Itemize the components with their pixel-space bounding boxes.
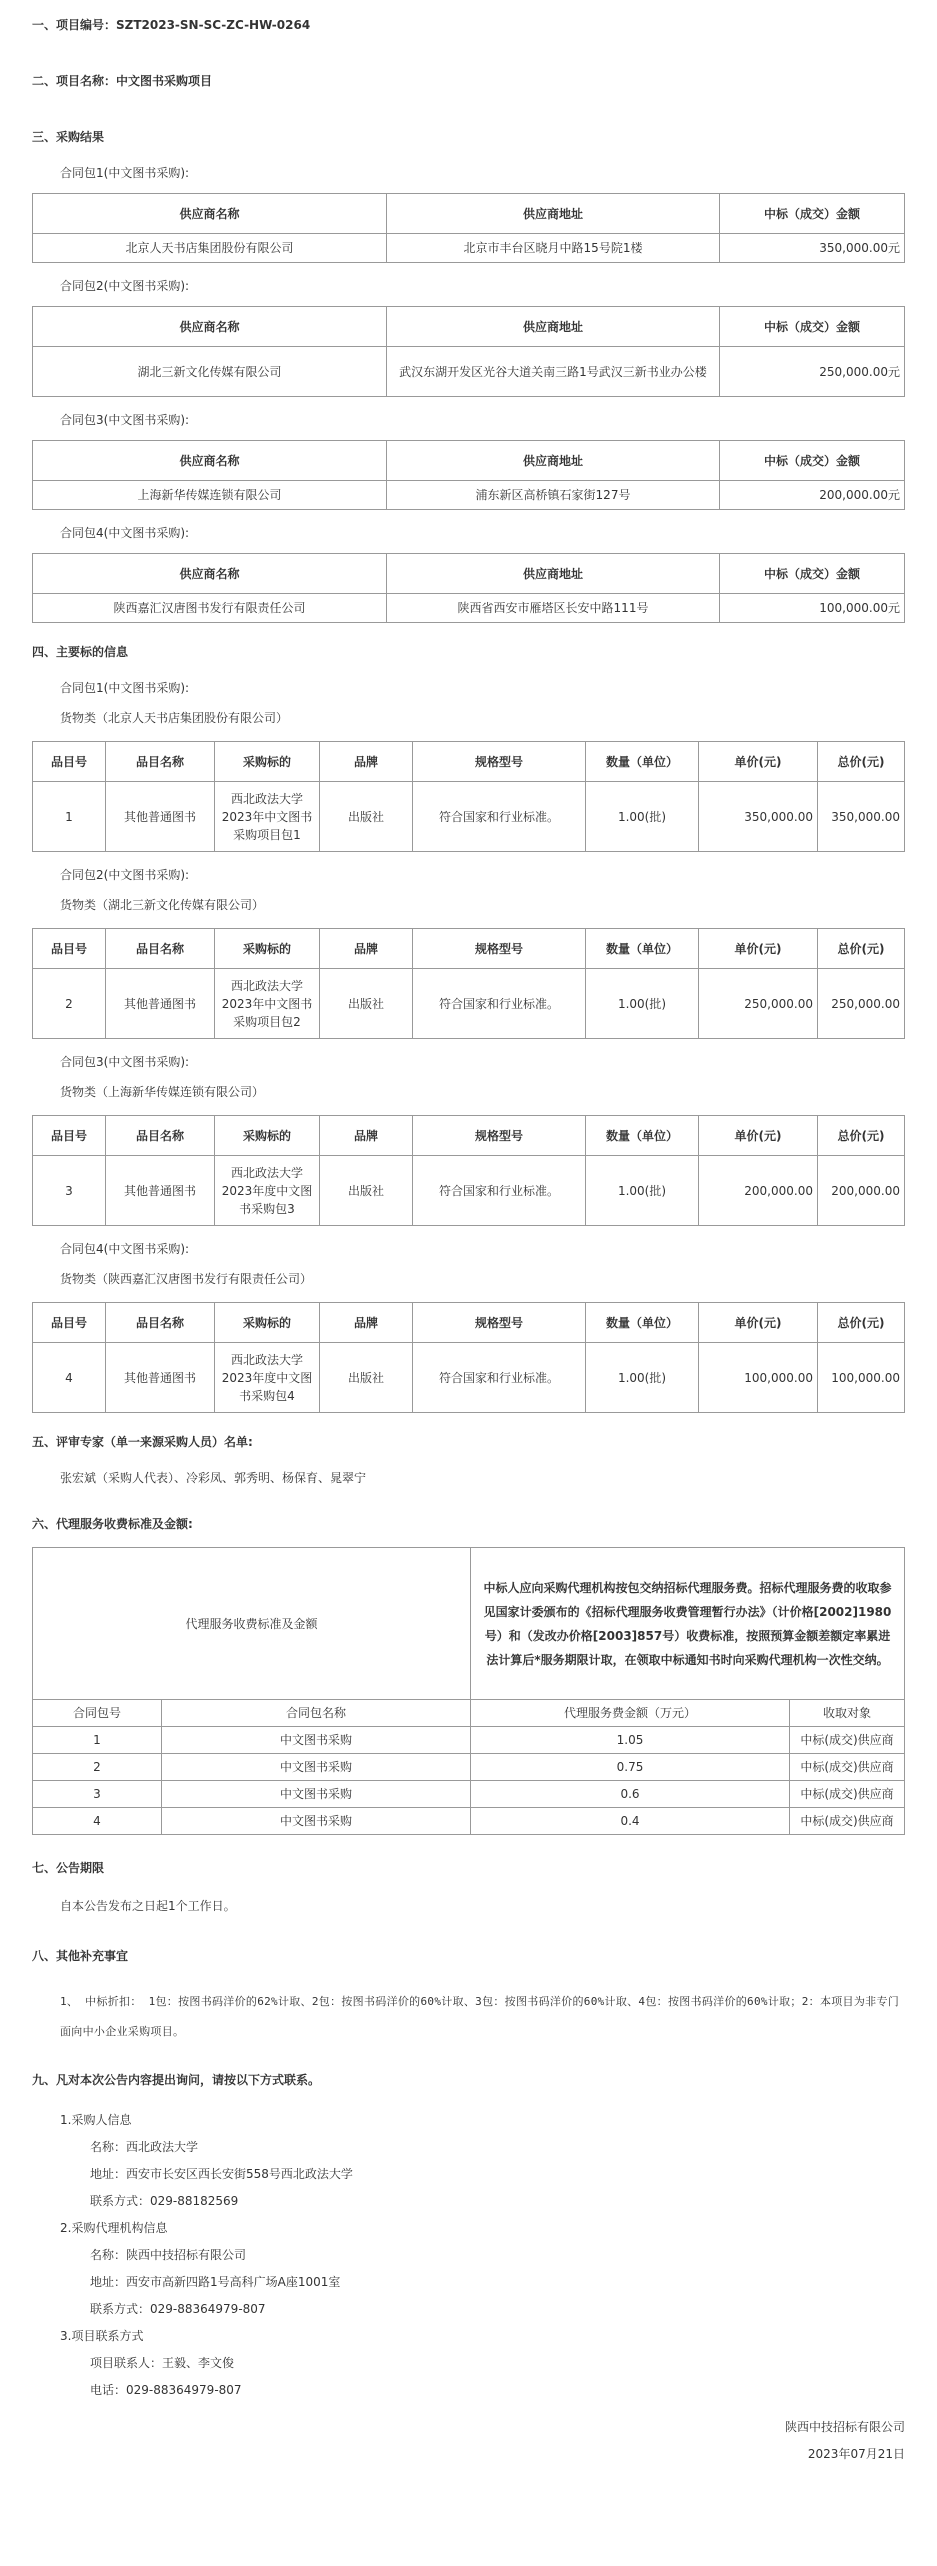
contact-block (32, 2107, 905, 2404)
fee-amount: 0.4 (471, 1808, 790, 1835)
purchaser-phone: 联系方式：029-88182569 (90, 2194, 239, 2208)
agency-address: 地址：西安市高新四路1号高科广场A座1001室 (90, 2275, 341, 2289)
fee-amount: 0.75 (471, 1754, 790, 1781)
project-contact-title: 3.项目联系方式 (60, 2329, 144, 2343)
header-item-name: 品目名称 (106, 1303, 215, 1343)
header-item-no: 品目号 (33, 929, 106, 969)
item-no: 1 (33, 782, 106, 852)
supplier-amount: 350,000.00元 (720, 234, 905, 263)
header-supplier-name: 供应商名称 (33, 554, 387, 594)
notice-period: 自本公告发布之日起1个工作日。 (60, 1899, 236, 1913)
header-item-name: 品目名称 (106, 1116, 215, 1156)
fee-target: 中标(成交)供应商 (790, 1808, 905, 1835)
item-brand: 出版社 (320, 969, 413, 1039)
purchaser-name: 名称：西北政法大学 (90, 2140, 199, 2154)
item-package-2-label: 合同包2(中文图书采购): (60, 868, 190, 882)
supplier-table-4 (32, 553, 905, 623)
item-brand: 出版社 (320, 1343, 413, 1413)
header-total: 总价(元) (818, 1303, 905, 1343)
item-no: 3 (33, 1156, 106, 1226)
header-item-target: 采购标的 (215, 1116, 320, 1156)
header-spec: 规格型号 (413, 1116, 586, 1156)
fee-package-name: 中文图书采购 (162, 1754, 471, 1781)
project-contacts: 项目联系人：王毅、李文俊 (90, 2356, 235, 2370)
item-total: 250,000.00 (818, 969, 905, 1039)
supplier-address: 北京市丰台区晓月中路15号院1楼 (387, 234, 720, 263)
header-amount: 中标（成交）金额 (720, 307, 905, 347)
item-table-3 (32, 1115, 905, 1226)
section-9-title: 九、凡对本次公告内容提出询问，请按以下方式联系。 (32, 2073, 321, 2087)
item-price: 250,000.00 (699, 969, 818, 1039)
supplier-table-2 (32, 306, 905, 397)
item-no: 2 (33, 969, 106, 1039)
header-supplier-address: 供应商地址 (387, 194, 720, 234)
item-name: 其他普通图书 (106, 1156, 215, 1226)
item-package-3-category: 货物类（上海新华传媒连锁有限公司） (60, 1085, 265, 1099)
package-1-label: 合同包1(中文图书采购): (60, 166, 190, 180)
item-table-2 (32, 928, 905, 1039)
item-package-4-category: 货物类（陕西嘉汇汉唐图书发行有限责任公司） (60, 1272, 313, 1286)
header-brand: 品牌 (320, 1116, 413, 1156)
header-qty: 数量（单位） (586, 1303, 699, 1343)
agency-name: 名称：陕西中技招标有限公司 (90, 2248, 247, 2262)
package-4-label: 合同包4(中文图书采购): (60, 526, 190, 540)
signature-date: 2023年07月21日 (807, 2447, 905, 2461)
supplier-table-3 (32, 440, 905, 510)
header-spec: 规格型号 (413, 929, 586, 969)
section-4-title: 四、主要标的信息 (32, 645, 129, 659)
item-qty: 1.00(批) (586, 782, 699, 852)
expert-list: 张宏斌（采购人代表）、冷彩凤、郭秀明、杨保育、晁翠宁 (60, 1471, 367, 1485)
header-total: 总价(元) (818, 742, 905, 782)
purchaser-title: 1.采购人信息 (60, 2113, 132, 2127)
fee-package-no: 2 (33, 1754, 162, 1781)
item-price: 350,000.00 (699, 782, 818, 852)
section-7-title: 七、公告期限 (32, 1861, 105, 1875)
fee-standard-description: 中标人应向采购代理机构按包交纳招标代理服务费。招标代理服务费的收取参见国家计委颁布的《招标代理服务收费管理暂行办法》（计价格[2002]1980号）和（发改办价格[2003]857号）收费标准，按照预算金额差额定率累进法计算后*服务期限计取，在领取中标通知书时向采购代理机构一次性交纳。 (471, 1548, 905, 1700)
item-qty: 1.00(批) (586, 1343, 699, 1413)
fee-target: 中标(成交)供应商 (790, 1781, 905, 1808)
header-fee-amount: 代理服务费金额（万元） (471, 1700, 790, 1727)
supplementary-text: 1、 中标折扣： 1包：按图书码洋价的62%计取、2包：按图书码洋价的60%计取、3包：按图书码洋价的60%计取、4包：按图书码洋价的60%计取；2：本项目为非专门面向中小企业采购项目。 (60, 1995, 900, 2038)
fee-package-name: 中文图书采购 (162, 1808, 471, 1835)
header-item-name: 品目名称 (106, 742, 215, 782)
fee-target: 中标(成交)供应商 (790, 1754, 905, 1781)
header-price: 单价(元) (699, 1303, 818, 1343)
fee-standard-label: 代理服务收费标准及金额 (33, 1548, 471, 1700)
supplier-name: 湖北三新文化传媒有限公司 (33, 347, 387, 397)
header-brand: 品牌 (320, 742, 413, 782)
supplier-name: 北京人天书店集团股份有限公司 (33, 234, 387, 263)
project-name: 二、项目名称：中文图书采购项目 (32, 74, 213, 88)
header-item-no: 品目号 (33, 742, 106, 782)
item-qty: 1.00(批) (586, 1156, 699, 1226)
item-target: 西北政法大学2023年度中文图书采购包4 (215, 1343, 320, 1413)
header-total: 总价(元) (818, 929, 905, 969)
header-brand: 品牌 (320, 929, 413, 969)
header-amount: 中标（成交）金额 (720, 194, 905, 234)
item-spec: 符合国家和行业标准。 (413, 1156, 586, 1226)
header-amount: 中标（成交）金额 (720, 441, 905, 481)
item-name: 其他普通图书 (106, 1343, 215, 1413)
item-target: 西北政法大学2023年中文图书采购项目包2 (215, 969, 320, 1039)
supplier-name: 上海新华传媒连锁有限公司 (33, 481, 387, 510)
item-spec: 符合国家和行业标准。 (413, 969, 586, 1039)
section-8-title: 八、其他补充事宜 (32, 1949, 129, 1963)
header-price: 单价(元) (699, 742, 818, 782)
header-amount: 中标（成交）金额 (720, 554, 905, 594)
fee-package-name: 中文图书采购 (162, 1727, 471, 1754)
item-package-3-label: 合同包3(中文图书采购): (60, 1055, 190, 1069)
item-brand: 出版社 (320, 1156, 413, 1226)
fee-amount: 1.05 (471, 1727, 790, 1754)
header-supplier-address: 供应商地址 (387, 307, 720, 347)
header-item-name: 品目名称 (106, 929, 215, 969)
fee-package-name: 中文图书采购 (162, 1781, 471, 1808)
header-qty: 数量（单位） (586, 1116, 699, 1156)
package-2-label: 合同包2(中文图书采购): (60, 279, 190, 293)
signature-org: 陕西中技招标有限公司 (784, 2420, 905, 2434)
item-no: 4 (33, 1343, 106, 1413)
supplier-amount: 100,000.00元 (720, 594, 905, 623)
item-total: 100,000.00 (818, 1343, 905, 1413)
header-spec: 规格型号 (413, 742, 586, 782)
header-supplier-address: 供应商地址 (387, 441, 720, 481)
fee-package-no: 1 (33, 1727, 162, 1754)
header-brand: 品牌 (320, 1303, 413, 1343)
supplier-address: 浦东新区高桥镇石家街127号 (387, 481, 720, 510)
item-total: 200,000.00 (818, 1156, 905, 1226)
supplier-address: 武汉东湖开发区光谷大道关南三路1号武汉三新书业办公楼 (387, 347, 720, 397)
section-3-title: 三、采购结果 (32, 130, 105, 144)
header-qty: 数量（单位） (586, 742, 699, 782)
header-item-target: 采购标的 (215, 742, 320, 782)
supplier-amount: 250,000.00元 (720, 347, 905, 397)
header-supplier-address: 供应商地址 (387, 554, 720, 594)
header-item-target: 采购标的 (215, 929, 320, 969)
item-total: 350,000.00 (818, 782, 905, 852)
header-fee-target: 收取对象 (790, 1700, 905, 1727)
item-name: 其他普通图书 (106, 782, 215, 852)
fee-amount: 0.6 (471, 1781, 790, 1808)
supplier-table-1 (32, 193, 905, 263)
item-price: 200,000.00 (699, 1156, 818, 1226)
item-table-4 (32, 1302, 905, 1413)
header-total: 总价(元) (818, 1116, 905, 1156)
package-3-label: 合同包3(中文图书采购): (60, 413, 190, 427)
item-qty: 1.00(批) (586, 969, 699, 1039)
supplier-address: 陕西省西安市雁塔区长安中路111号 (387, 594, 720, 623)
item-name: 其他普通图书 (106, 969, 215, 1039)
item-brand: 出版社 (320, 782, 413, 852)
header-spec: 规格型号 (413, 1303, 586, 1343)
item-spec: 符合国家和行业标准。 (413, 782, 586, 852)
header-package-no: 合同包号 (33, 1700, 162, 1727)
header-price: 单价(元) (699, 929, 818, 969)
header-item-no: 品目号 (33, 1303, 106, 1343)
header-price: 单价(元) (699, 1116, 818, 1156)
header-supplier-name: 供应商名称 (33, 441, 387, 481)
project-phone: 电话：029-88364979-807 (90, 2383, 242, 2397)
agency-title: 2.采购代理机构信息 (60, 2221, 168, 2235)
item-target: 西北政法大学2023年度中文图书采购包3 (215, 1156, 320, 1226)
item-target: 西北政法大学2023年中文图书采购项目包1 (215, 782, 320, 852)
header-package-name: 合同包名称 (162, 1700, 471, 1727)
header-item-target: 采购标的 (215, 1303, 320, 1343)
fee-package-no: 4 (33, 1808, 162, 1835)
agency-fee-table (32, 1547, 905, 1835)
item-table-1 (32, 741, 905, 852)
supplier-amount: 200,000.00元 (720, 481, 905, 510)
header-item-no: 品目号 (33, 1116, 106, 1156)
section-5-title: 五、评审专家（单一来源采购人员）名单: (32, 1435, 253, 1449)
section-6-title: 六、代理服务收费标准及金额: (32, 1517, 193, 1531)
header-supplier-name: 供应商名称 (33, 307, 387, 347)
item-package-1-category: 货物类（北京人天书店集团股份有限公司） (60, 711, 289, 725)
supplier-name: 陕西嘉汇汉唐图书发行有限责任公司 (33, 594, 387, 623)
agency-phone: 联系方式：029-88364979-807 (90, 2302, 266, 2316)
item-price: 100,000.00 (699, 1343, 818, 1413)
fee-target: 中标(成交)供应商 (790, 1727, 905, 1754)
project-number: 一、项目编号：SZT2023-SN-SC-ZC-HW-0264 (32, 18, 311, 32)
item-package-2-category: 货物类（湖北三新文化传媒有限公司） (60, 898, 265, 912)
purchaser-address: 地址：西安市长安区西长安街558号西北政法大学 (90, 2167, 353, 2181)
item-package-4-label: 合同包4(中文图书采购): (60, 1242, 190, 1256)
header-qty: 数量（单位） (586, 929, 699, 969)
fee-package-no: 3 (33, 1781, 162, 1808)
item-spec: 符合国家和行业标准。 (413, 1343, 586, 1413)
header-supplier-name: 供应商名称 (33, 194, 387, 234)
item-package-1-label: 合同包1(中文图书采购): (60, 681, 190, 695)
